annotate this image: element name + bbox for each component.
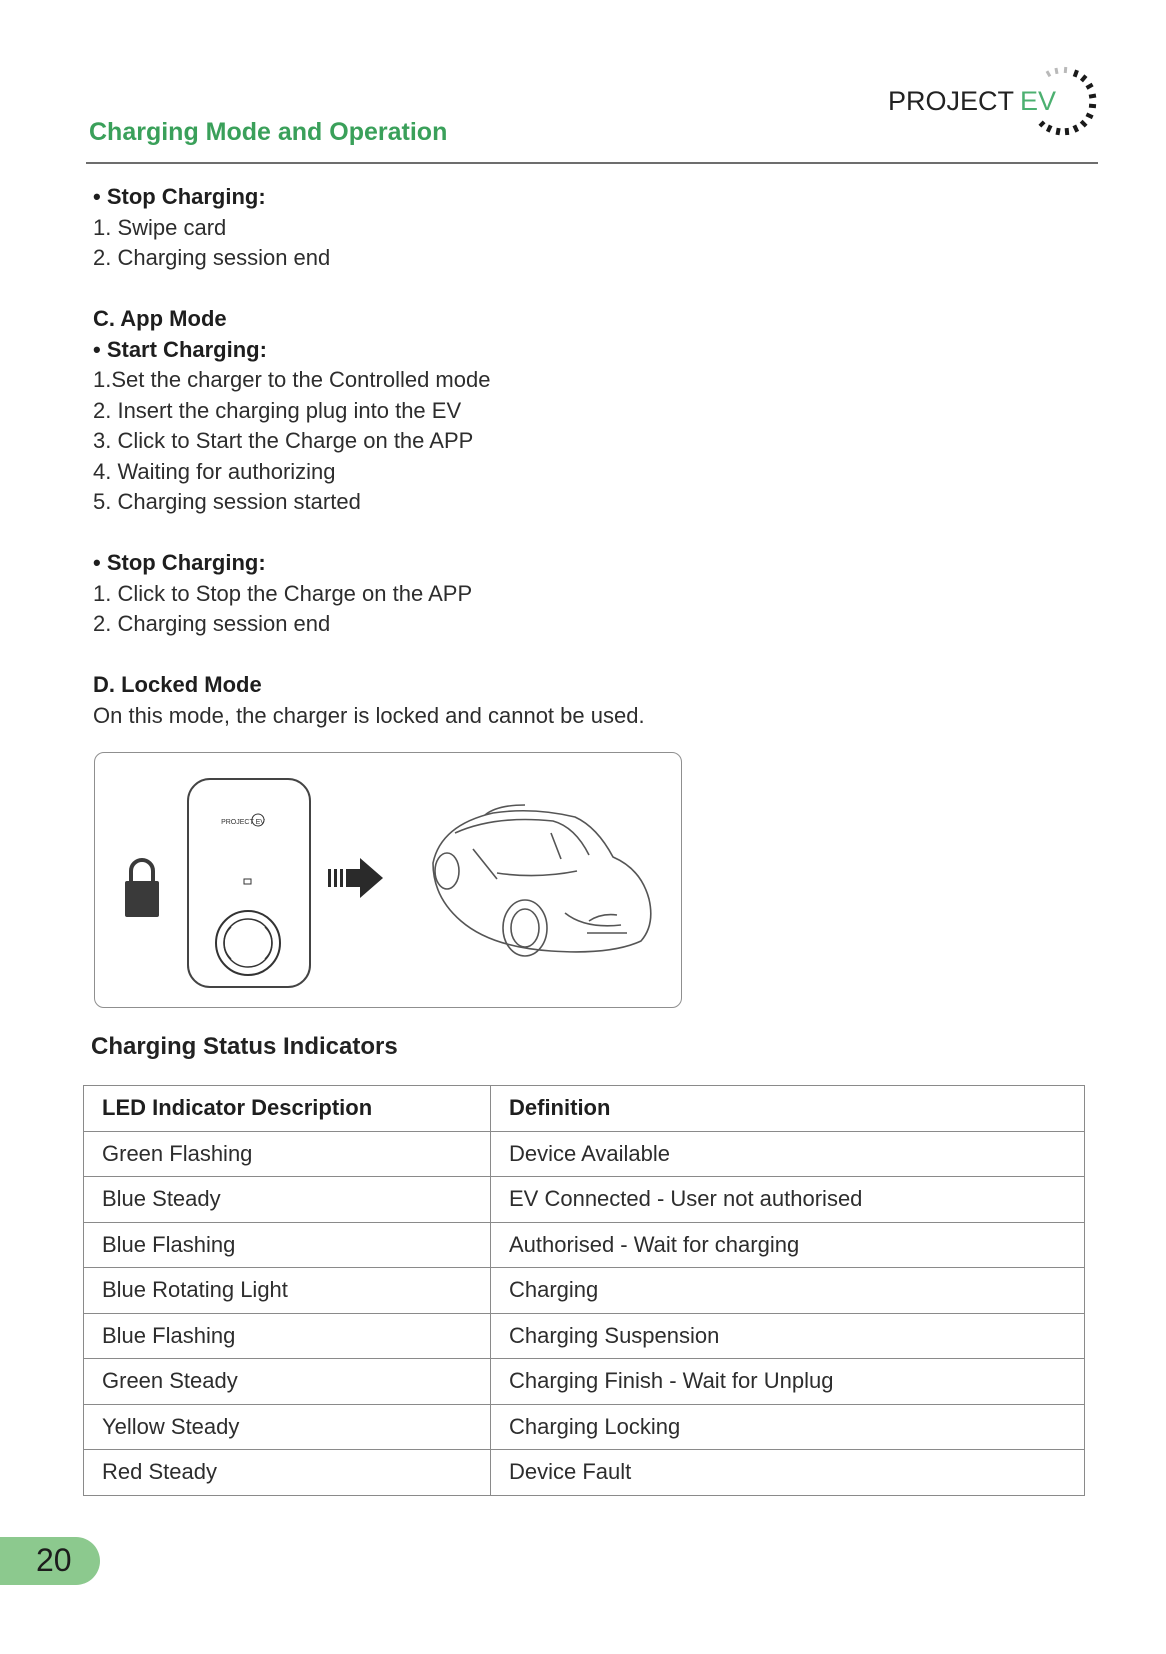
instructions-block	[93, 182, 645, 731]
padlock-icon	[125, 860, 159, 917]
step: 4. Waiting for authorizing	[93, 458, 336, 484]
table-row	[84, 1131, 1085, 1177]
locked-mode-description: On this mode, the charger is locked and cannot be used.	[93, 702, 645, 728]
logo-accent: EV	[1020, 86, 1057, 116]
definition-cell: Authorised - Wait for charging	[491, 1222, 1085, 1268]
car-icon	[433, 805, 651, 956]
table-row	[84, 1313, 1085, 1359]
definition-cell: Charging Finish - Wait for Unplug	[491, 1359, 1085, 1405]
app-mode-heading: C. App Mode	[93, 306, 227, 331]
stop-charging-heading: • Stop Charging:	[93, 550, 266, 575]
led-description-cell: Yellow Steady	[84, 1404, 491, 1450]
locked-mode-heading: D. Locked Mode	[93, 672, 262, 697]
definition-cell: Device Fault	[491, 1450, 1085, 1496]
column-header: Definition	[491, 1086, 1085, 1132]
stop-charging-heading: • Stop Charging:	[93, 184, 266, 209]
step: 1. Swipe card	[93, 214, 227, 240]
project-ev-logo	[888, 62, 1098, 152]
logo-word: PROJECT	[888, 86, 1015, 116]
led-description-cell: Blue Flashing	[84, 1222, 491, 1268]
column-header: LED Indicator Description	[84, 1086, 491, 1132]
table-row	[84, 1222, 1085, 1268]
table-row	[84, 1404, 1085, 1450]
led-description-cell: Blue Rotating Light	[84, 1268, 491, 1314]
led-description-cell: Blue Flashing	[84, 1313, 491, 1359]
step: 5. Charging session started	[93, 489, 361, 514]
step: 1.Set the charger to the Controlled mode	[93, 367, 491, 392]
wallbox-charger-icon	[188, 779, 310, 987]
led-description-cell: Blue Steady	[84, 1177, 491, 1223]
step: 2. Insert the charging plug into the EV	[93, 397, 462, 423]
definition-cell: Charging Locking	[491, 1404, 1085, 1450]
section-title: Charging Mode and Operation	[89, 118, 448, 146]
step: 3. Click to Start the Charge on the APP	[93, 428, 474, 453]
arrow-right-icon	[328, 858, 383, 898]
table-row	[84, 1450, 1085, 1496]
status-indicators-title: Charging Status Indicators	[91, 1033, 398, 1060]
table-row	[84, 1268, 1085, 1314]
table-row	[84, 1359, 1085, 1405]
svg-text:PROJECT EV: PROJECT EV	[221, 819, 265, 826]
status-indicators-table	[83, 1085, 1085, 1496]
definition-cell: Charging Suspension	[491, 1313, 1085, 1359]
led-description-cell: Red Steady	[84, 1450, 491, 1496]
table-header-row	[84, 1086, 1085, 1132]
definition-cell: Charging	[491, 1268, 1085, 1314]
header-divider	[86, 162, 1098, 164]
start-charging-heading: • Start Charging:	[93, 336, 267, 362]
step: 2. Charging session end	[93, 245, 331, 270]
step: 2. Charging session end	[93, 611, 331, 636]
table-row	[84, 1177, 1085, 1223]
definition-cell: Device Available	[491, 1131, 1085, 1177]
locked-mode-illustration	[94, 752, 682, 1008]
led-description-cell: Green Flashing	[84, 1131, 491, 1177]
led-description-cell: Green Steady	[84, 1359, 491, 1405]
step: 1. Click to Stop the Charge on the APP	[93, 580, 473, 606]
page-number: 20	[36, 1542, 72, 1578]
definition-cell: EV Connected - User not authorised	[491, 1177, 1085, 1223]
